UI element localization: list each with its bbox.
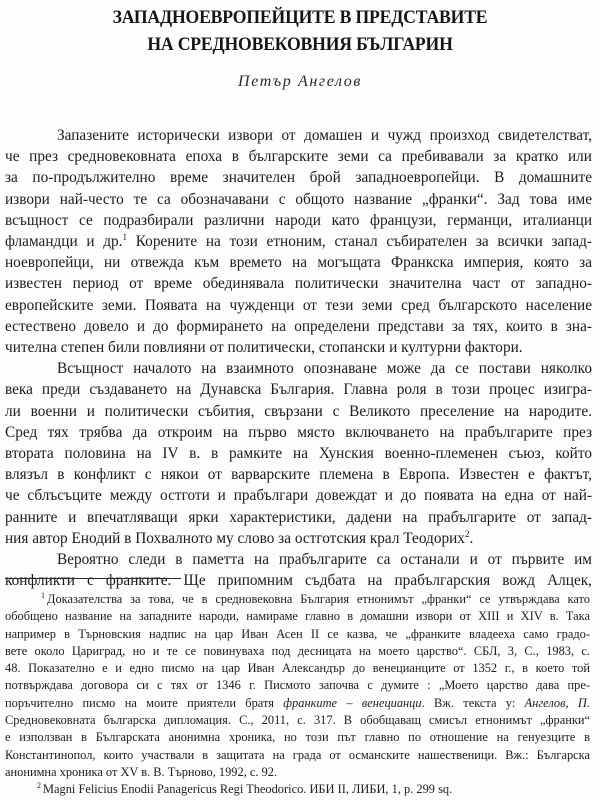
- text-line: влязъл в конфликт с някои от варварските племена в Европа. Известен е фактът,: [5, 466, 592, 484]
- text-line: Вероятно следи в паметта на прабългарите са останали и от първите им: [57, 551, 592, 569]
- footnote-text: . Вж. текста у:: [421, 695, 516, 710]
- paragraph-3: [5, 549, 592, 591]
- text-line: ли военни и политически събития, свързани с Великото преселение на народите.: [5, 402, 592, 420]
- footnote-line-mixed: [5, 695, 590, 712]
- text-line: европейските земи. Появата на чужденци от тези земи сред българското население: [5, 296, 592, 314]
- footnote-line: [5, 591, 590, 608]
- footnote-line: анонимна хроника от XV в. В. Търново, 1992, с. 92.: [5, 764, 278, 779]
- footnote-1: [5, 591, 590, 781]
- text-line: Сред тях трябва да откроим на първо място включването на прабългарите през: [5, 423, 592, 441]
- text-line: известен период от време обединявала политически значителна част от западно-: [5, 275, 592, 293]
- text-line: втората половина на IV в. в рамките на Хунския военно-племенен съюз, който: [5, 445, 592, 463]
- text-line: всъщност се подразбирали различни народи като французи, германци, италианци: [5, 211, 592, 229]
- author-name: Петър Ангелов: [238, 73, 362, 90]
- footnote-separator: [5, 578, 181, 579]
- footnote-ref-1[interactable]: 1: [122, 232, 128, 243]
- footnote-line: Средновековната българска дипломация. С., 2011, с. 317. В обобщаващ смисъл етнонимът „франки“: [5, 713, 590, 728]
- text-line: чителна степен били повлияни от политически, стопански и културни фактори.: [5, 339, 523, 357]
- footnote-text: поръчително писмо на моите приятели братя: [5, 695, 274, 710]
- footnote-line: 48. Показателно е и едно писмо на цар Иван Александър до венецианците от 1352 г., в което той: [5, 661, 590, 676]
- text-line: века преди създаването на Дунавска България. Главна роля в този процес изигра-: [5, 381, 592, 399]
- text-fragment: Корените на този етноним, станал събирателен за всички запад-: [135, 233, 592, 251]
- text-line: извори най-често те са обозначавани с общото название „франки“. Зад това име: [5, 190, 592, 208]
- footnote-line: обобщено название на западните народи, намираме главно в домашни извори от XIII и XIV в. Така: [5, 609, 590, 624]
- footnote-line: вете около Цариград, но и те се повинуваха под десницата на моето царство“. СБЛ, 3, С., 1983, с.: [5, 643, 590, 658]
- footnote-line: потвърждава договора си с тях от 1346 г. Писмото започва с думите : „Моето царство дава пре-: [5, 678, 590, 693]
- footnote-line: [5, 781, 590, 798]
- footnotes: [5, 591, 590, 799]
- article-body: [5, 125, 592, 591]
- footnote-2: [5, 781, 590, 798]
- footnote-ref-2[interactable]: 2: [464, 528, 470, 539]
- text-line: Всъщност началото на взаимното опознаване може да се постави няколко: [57, 360, 592, 378]
- text-line: Запазените исторически извори от домашен и чужд произход свидетелстват,: [57, 127, 592, 144]
- footnote-number: 2: [37, 781, 41, 791]
- text-line: за по-продължително време значителен брой западноевропейци. В домашните: [5, 169, 592, 187]
- text-line: ноевропейци, ни отвежда към времето на могъщата Франкска империя, която за: [5, 254, 592, 272]
- footnote-number: 1: [41, 591, 45, 600]
- text-fragment: ния автор Енодий в Похвалното му слово за остготския крал Теодорих: [5, 529, 465, 547]
- footnote-text: Magni Felicius Enodii Panagericus Regi Theodorico. ИБИ II, ЛИБИ, 1, p. 299 sq.: [43, 782, 453, 797]
- text-line: че през средновековната епоха в българските земи са пребивавали за кратко или: [5, 148, 592, 166]
- text-line: ранните и впечатляващи ярки характеристики, дадени на прабългарите от запад-: [5, 508, 592, 526]
- footnote-text: Доказателства за това, че в средновековна България етнонимът „франки“ се утвърждава като: [47, 592, 590, 606]
- footnote-line: е използван в Българската анонимна хроника, но този път главно по отношение на генуезците в: [5, 730, 590, 745]
- text-line-with-footnote: [5, 231, 592, 252]
- footnote-italic-term: франките – венецианци: [283, 695, 422, 710]
- article-title: [21, 4, 579, 58]
- footnote-author-citation: Ангелов, П.: [524, 695, 590, 710]
- text-line-with-footnote: ния автор Енодий в Похвалното му слово за остготския крал Теодорих$^2$.: [5, 528, 474, 547]
- title-line-2: НА СРЕДНОВЕКОВНИЯ БЪЛГАРИН: [147, 34, 453, 55]
- paragraph-2: [5, 358, 592, 549]
- title-line-1: ЗАПАДНОЕВРОПЕЙЦИТЕ В ПРЕДСТАВИТЕ: [112, 7, 488, 28]
- paragraph-1: [5, 125, 592, 358]
- text-line: че сблъсъците между остготи и прабългари довеждат и до появата на една от най-: [5, 487, 592, 505]
- text-line: конфликти с франките. Ще припомним съдбата на прабългарския вожд Алцек,: [5, 572, 592, 590]
- text-fragment: фламандци и др.: [5, 233, 123, 251]
- text-line: естествено довело и до формирането на определени представи за тях, които в зна-: [5, 317, 592, 335]
- footnote-line: например в Търновския надпис на цар Иван Асен II се казва, че „франките владееха само градо-: [5, 626, 590, 641]
- footnote-line: Константинопол, които участвали в защитата на града от османските нашественици. Вж.: Българска: [5, 747, 590, 762]
